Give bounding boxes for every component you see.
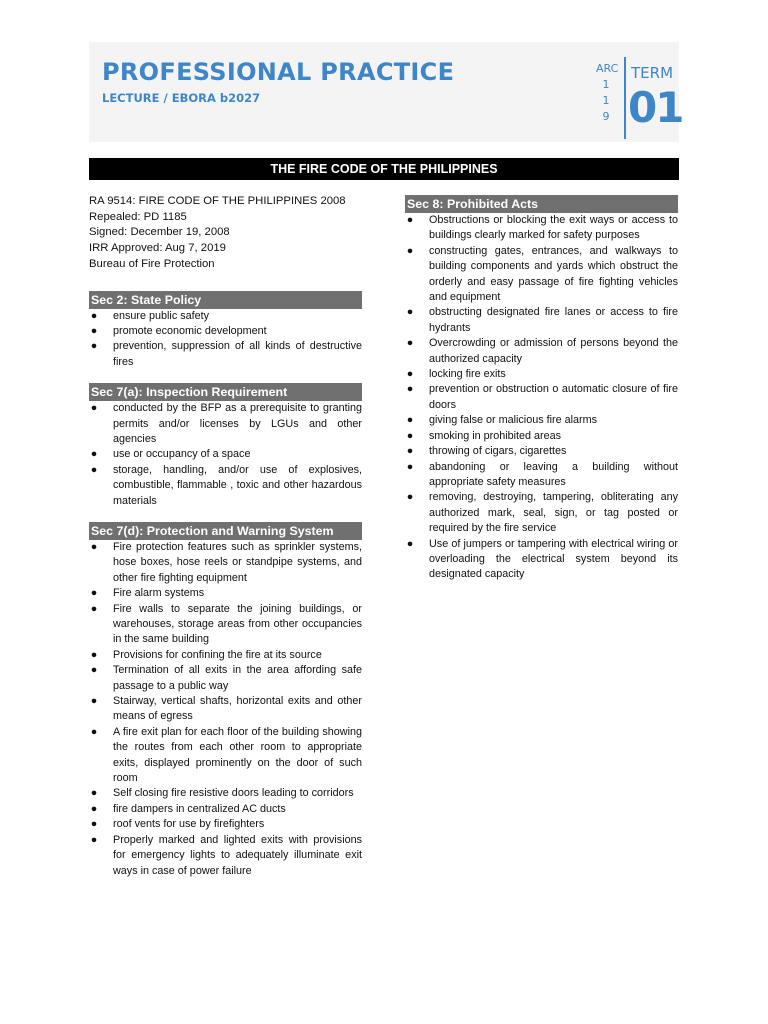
- list-item-text: throwing of cigars, cigarettes: [429, 445, 567, 458]
- bullet-icon: ●: [90, 602, 98, 615]
- bullet-icon: ●: [90, 664, 98, 677]
- bullet-icon: ●: [90, 324, 98, 337]
- bullet-icon: ●: [90, 448, 98, 461]
- right-sections: [405, 195, 678, 583]
- list-item-text: Fire protection features such as sprinkler systems, hose boxes, hose reels or standpipe systems, and other fire fighting equipment: [113, 540, 362, 584]
- list-item: [89, 463, 362, 509]
- bullet-icon: ●: [90, 540, 98, 553]
- course-code-part: ARC: [596, 62, 619, 75]
- bullet-icon: ●: [90, 463, 98, 476]
- term-number: 01: [628, 83, 683, 132]
- intro-line: RA 9514: FIRE CODE OF THE PHILIPPINES 2008: [89, 195, 346, 207]
- list-item: [89, 401, 362, 447]
- list-item-text: abandoning or leaving a building without appropriate safety measures: [429, 460, 678, 488]
- list-item-text: Self closing fire resistive doors leading to corridors: [113, 787, 354, 800]
- header-divider: [624, 57, 626, 139]
- bullet-icon: ●: [406, 429, 414, 442]
- list-item: [89, 817, 362, 832]
- list-item: [405, 490, 678, 536]
- bullet-icon: ●: [406, 414, 414, 427]
- bullet-icon: ●: [90, 340, 98, 353]
- list-item-text: Obstructions or blocking the exit ways or access to buildings clearly marked for safety purposes: [429, 214, 678, 242]
- list-item-text: Fire alarm systems: [113, 587, 205, 600]
- bullet-icon: ●: [406, 491, 414, 504]
- list-item-text: giving false or malicious fire alarms: [429, 414, 598, 427]
- list-item-text: prevention or obstruction o automatic closure of fire doors: [429, 383, 678, 411]
- list-item-text: conducted by the BFP as a prerequisite to granting permits and/or licenses by LGUs and other agencies: [113, 402, 362, 445]
- bullet-list: [405, 213, 678, 583]
- bullet-icon: ●: [90, 787, 98, 800]
- bullet-icon: ●: [90, 402, 98, 415]
- course-code-part: 9: [602, 110, 610, 123]
- list-item-text: locking fire exits: [429, 368, 506, 381]
- list-item: [405, 429, 678, 444]
- list-item: [405, 305, 678, 336]
- bullet-icon: ●: [406, 445, 414, 458]
- list-item-text: Fire walls to separate the joining buildings, or warehouses, storage areas from other occupancies in the same building: [113, 602, 362, 646]
- term-label: TERM: [631, 64, 674, 82]
- bullet-list: [89, 540, 362, 879]
- course-code: [596, 61, 619, 125]
- section-heading: Sec 7(d): Protection and Warning System: [89, 522, 362, 540]
- list-item-text: Use of jumpers or tampering with electrical wiring or overloading the electrical system beyond its designated capacity: [429, 537, 678, 581]
- bullet-icon: ●: [406, 337, 414, 350]
- list-item: [405, 413, 678, 428]
- list-item: [89, 540, 362, 586]
- list-item-text: Overcrowding or admission of persons beyond the authorized capacity: [429, 337, 678, 365]
- list-item: [89, 324, 362, 339]
- left-sections: [89, 291, 362, 879]
- bullet-icon: ●: [406, 368, 414, 381]
- list-item: [89, 447, 362, 462]
- list-item-text: fire dampers in centralized AC ducts: [113, 802, 286, 815]
- bullet-icon: ●: [90, 833, 98, 846]
- intro-line: Bureau of Fire Protection: [89, 257, 215, 270]
- list-item: [89, 833, 362, 879]
- bullet-list: [89, 309, 362, 371]
- list-item: [89, 602, 362, 648]
- intro-line: Signed: December 19, 2008: [89, 226, 230, 239]
- bullet-icon: ●: [406, 537, 414, 550]
- document-title: PROFESSIONAL PRACTICE: [102, 58, 455, 86]
- list-item: [89, 725, 362, 787]
- bullet-icon: ●: [90, 648, 98, 661]
- intro-line: IRR Approved: Aug 7, 2019: [89, 242, 226, 255]
- bullet-icon: ●: [90, 802, 98, 815]
- bullet-icon: ●: [406, 244, 414, 257]
- bullet-icon: ●: [90, 725, 98, 738]
- list-item-text: Stairway, vertical shafts, horizontal exits and other means of egress: [113, 695, 362, 723]
- course-code-part: 1: [602, 78, 610, 91]
- section-block: [89, 522, 362, 879]
- list-item: [89, 694, 362, 725]
- bullet-icon: ●: [406, 214, 414, 226]
- list-item-text: obstructing designated fire lanes or access to fire hydrants: [429, 306, 678, 334]
- section-heading: Sec 7(a): Inspection Requirement: [89, 383, 362, 401]
- bullet-icon: ●: [406, 383, 414, 396]
- list-item-text: use or occupancy of a space: [113, 448, 251, 461]
- bullet-icon: ●: [90, 818, 98, 831]
- list-item-text: smoking in prohibited areas: [429, 429, 562, 442]
- list-item: [405, 367, 678, 382]
- list-item: [405, 336, 678, 367]
- intro-block: [89, 194, 362, 273]
- list-item: [405, 537, 678, 583]
- list-item-text: ensure public safety: [113, 309, 210, 322]
- section-block: [89, 291, 362, 371]
- list-item: [405, 213, 678, 244]
- list-item: [89, 339, 362, 370]
- bullet-list: [89, 401, 362, 509]
- section-block: [405, 195, 678, 583]
- list-item: [89, 663, 362, 694]
- list-item: [405, 444, 678, 459]
- list-item-text: A fire exit plan for each floor of the building showing the routes from each other room to appropriate exits, displayed prominently on the door of such room: [113, 725, 362, 785]
- bullet-icon: ●: [406, 306, 414, 319]
- bullet-icon: ●: [90, 695, 98, 708]
- list-item: [89, 802, 362, 817]
- list-item: [89, 786, 362, 801]
- list-item-text: storage, handling, and/or use of explosives, combustible, flammable , toxic and other hazardous materials: [113, 463, 362, 507]
- list-item: [89, 309, 362, 324]
- section-heading: Sec 8: Prohibited Acts: [405, 195, 678, 213]
- list-item: [405, 382, 678, 413]
- bullet-icon: ●: [406, 460, 414, 473]
- list-item: [89, 586, 362, 601]
- section-banner: THE FIRE CODE OF THE PHILIPPINES: [89, 158, 679, 180]
- list-item: [405, 244, 678, 306]
- list-item-text: Termination of all exits in the area affording safe passage to a public way: [113, 664, 362, 692]
- section-heading: Sec 2: State Policy: [89, 291, 362, 309]
- intro-line: Repealed: PD 1185: [89, 210, 187, 223]
- list-item-text: promote economic development: [113, 324, 267, 337]
- list-item-text: prevention, suppression of all kinds of destructive fires: [113, 340, 362, 368]
- list-item: [405, 460, 678, 491]
- lecture-subtitle: LECTURE / EBORA b2027: [102, 91, 261, 105]
- list-item-text: Provisions for confining the fire at its source: [113, 648, 322, 661]
- section-block: [89, 383, 362, 509]
- right-column: [405, 195, 678, 596]
- list-item-text: constructing gates, entrances, and walkways to building components and yards which obstruct the orderly and easy passage of fire fighting vehicles and equipment: [429, 244, 678, 304]
- list-item: [89, 648, 362, 663]
- course-code-part: 1: [602, 94, 610, 107]
- bullet-icon: ●: [90, 309, 98, 322]
- bullet-icon: ●: [90, 587, 98, 600]
- list-item-text: removing, destroying, tampering, obliterating any authorized mark, seal, sign, or tag posted or required by the fire service: [429, 491, 678, 535]
- list-item-text: Properly marked and lighted exits with provisions for emergency lights to adequately illuminate exit ways in case of power failure: [113, 833, 362, 877]
- list-item-text: roof vents for use by firefighters: [113, 818, 265, 831]
- left-column: [89, 194, 362, 892]
